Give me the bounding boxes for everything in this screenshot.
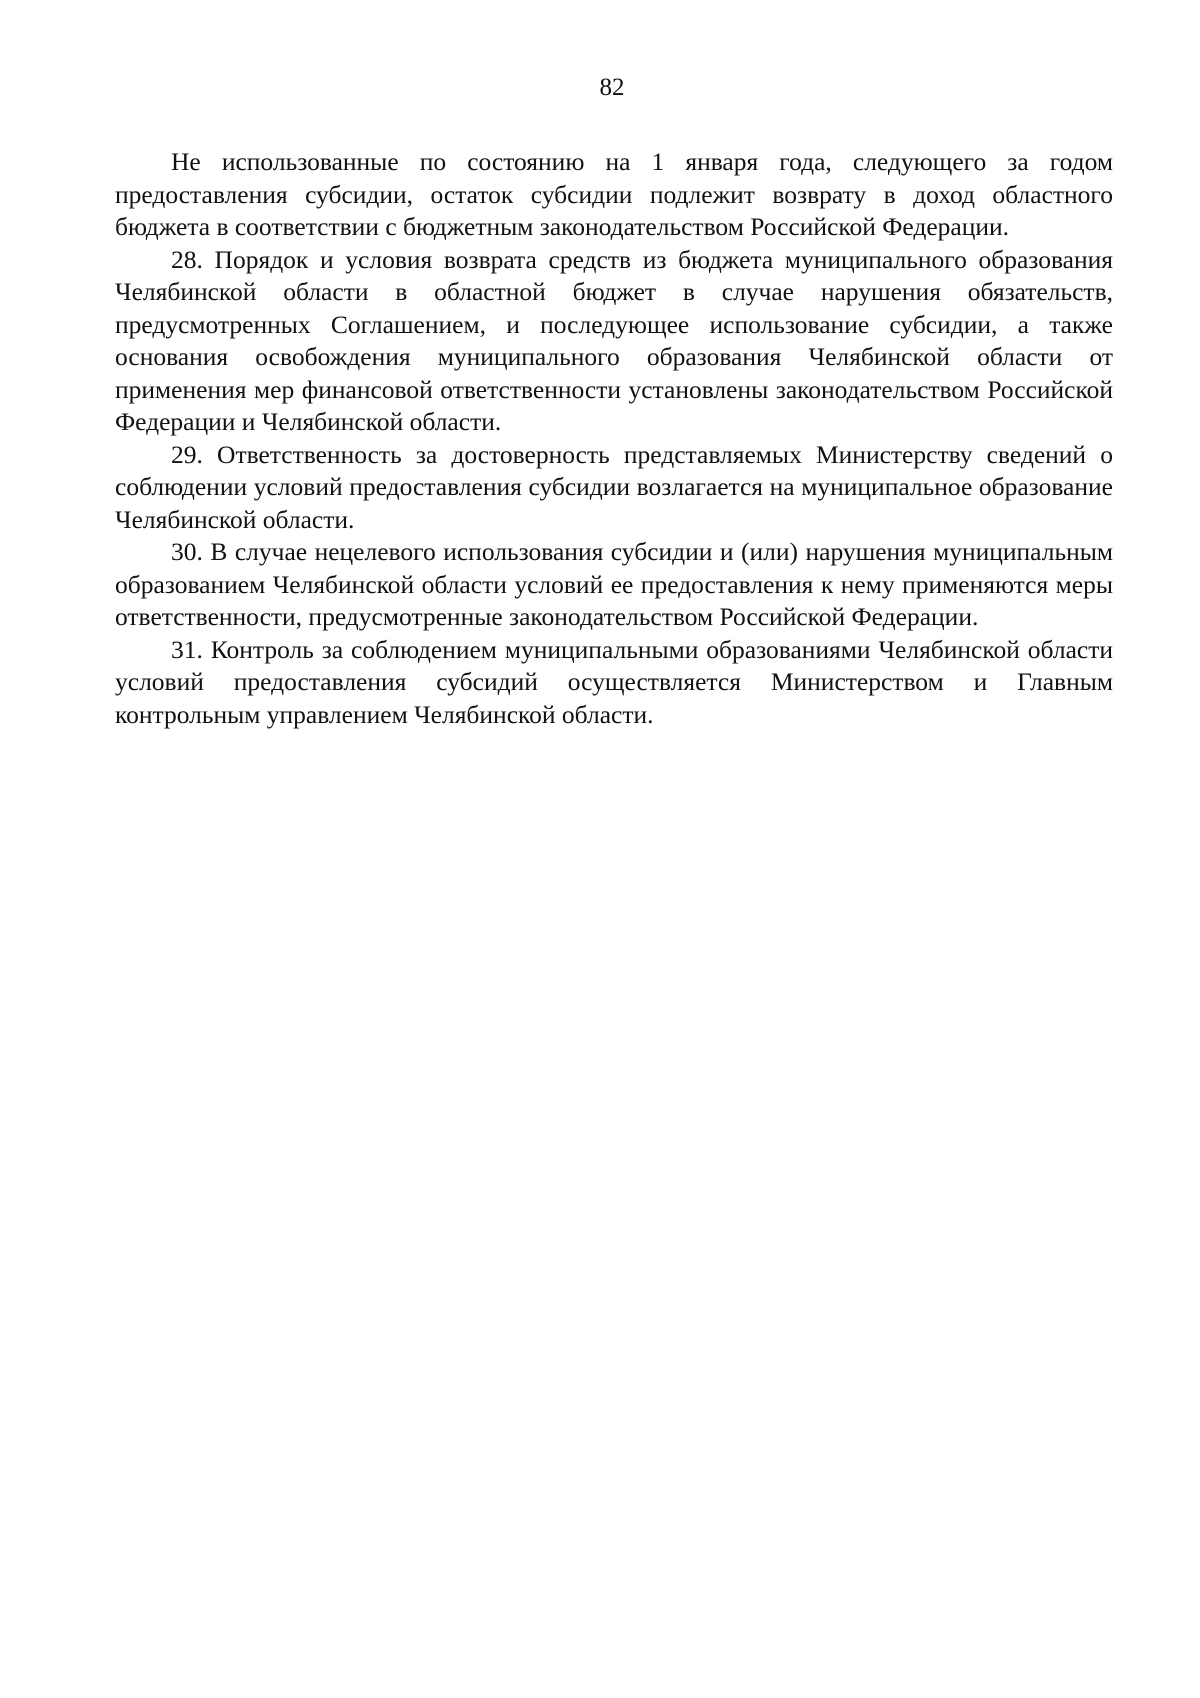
paragraph-28-return-procedure: 28. Порядок и условия возврата средств из бюджета муниципального образования Челябинской области в областной бюджет в случае нарушения обязательств, предусмотренных Соглашением, и последующее использование субсидии, а также основания освобождения муниципального образования Челябинской области от применения мер финансовой ответственности установлены законодательством Российской Федерации и Челябинской области. xyxy=(115,244,1113,436)
paragraph-31-control: 31. Контроль за соблюдением муниципальными образованиями Челябинской области условий предоставления субсидий осуществляется Министерством и Главным контрольным управлением Челябинской области. xyxy=(115,634,1113,729)
page-number: 82 xyxy=(599,74,625,101)
document-body xyxy=(115,146,1113,731)
paragraph-30-misuse-measures: 30. В случае нецелевого использования субсидии и (или) нарушения муниципальным образованием Челябинской области условий ее предоставления к нему применяются меры ответственности, предусмотренные законодательством Российской Федерации. xyxy=(115,537,1113,631)
paragraph-29-responsibility: 29. Ответственность за достоверность представляемых Министерству сведений о соблюдении условий предоставления субсидии возлагается на муниципальное образование Челябинской области. xyxy=(115,439,1113,534)
paragraph-unused-balance-return: Не использованные по состоянию на 1 января года, следующего за годом предоставления субсидии, остаток субсидии подлежит возврату в доход областного бюджета в соответствии с бюджетным законодательством Российской Федерации. xyxy=(115,147,1113,241)
